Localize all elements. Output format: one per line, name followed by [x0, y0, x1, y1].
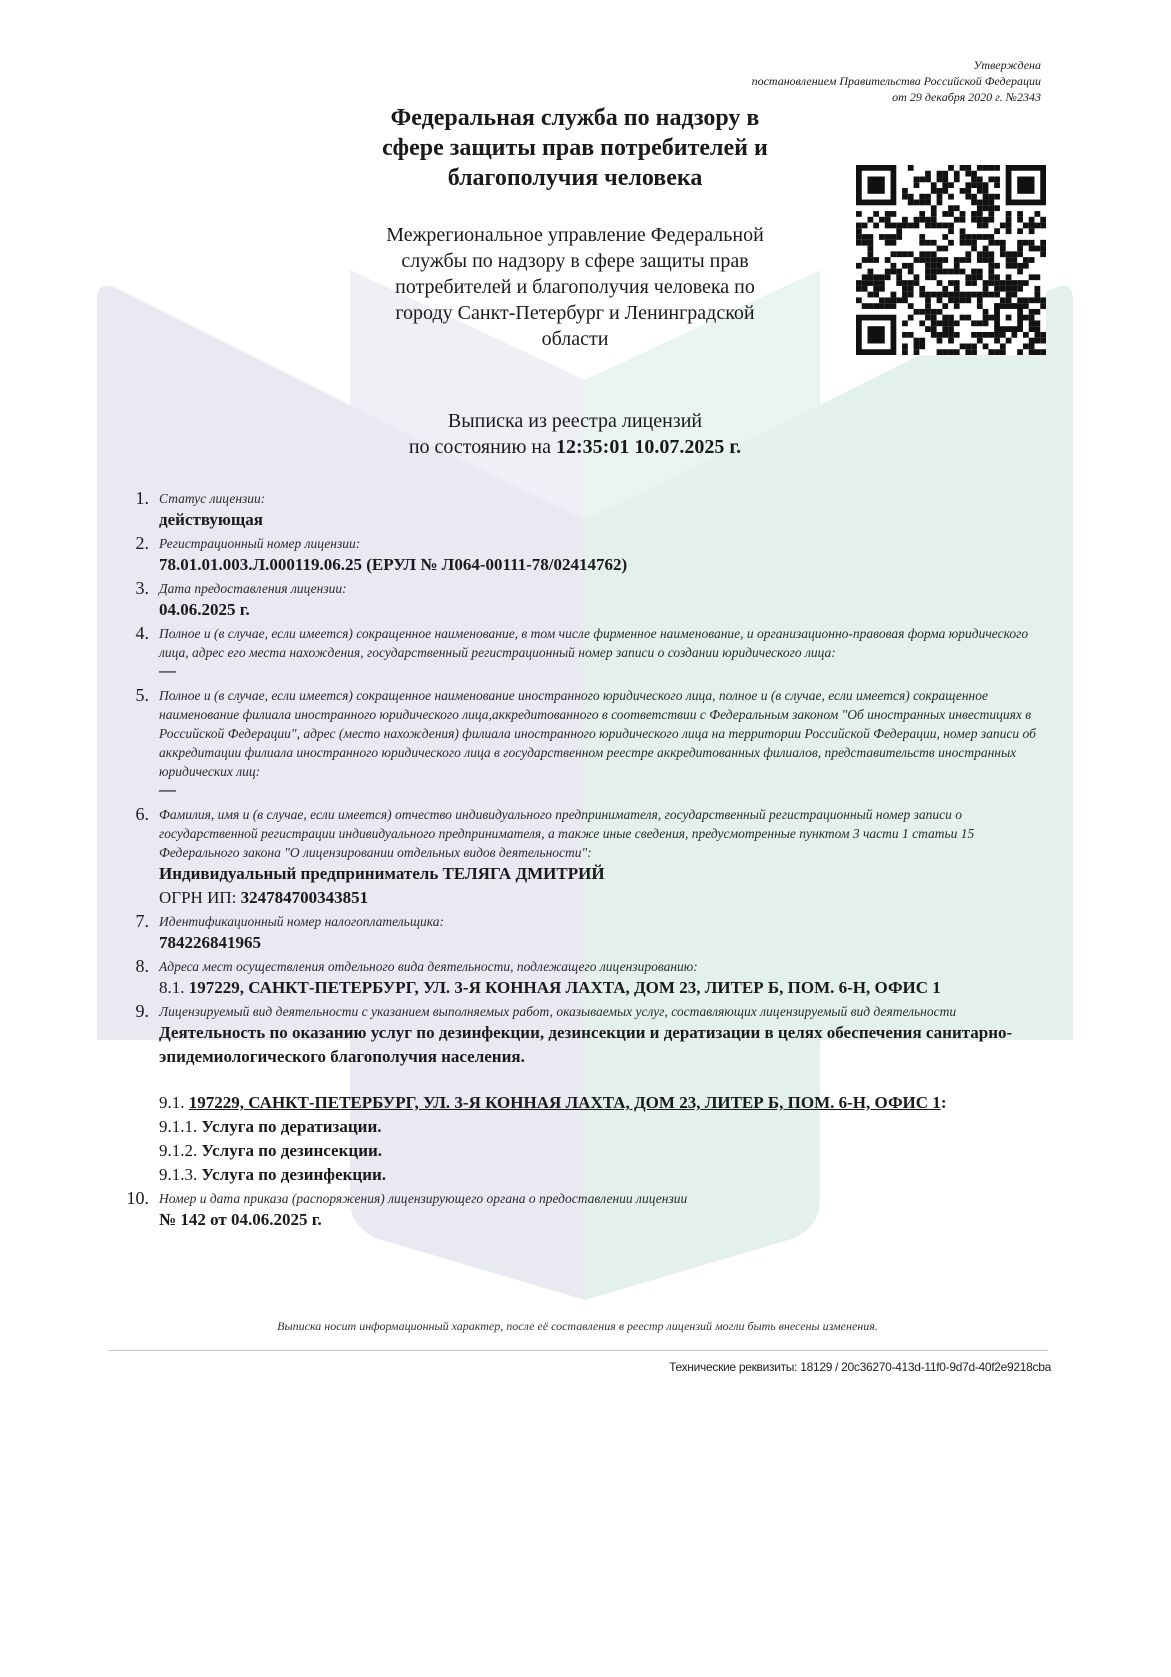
service-line	[159, 1115, 1057, 1139]
item-label: Полное и (в случае, если имеется) сокращенное наименование иностранного юридического лица, полное и (в случае, если имеется) сокращенное наименование филиала иностранного юридического лица,аккредитованного в соответствии с Федеральным законом "Об иностранных инвестициях в Российской Федерации", адрес (место нахождения) филиала иностранного юридического лица на территории Российской Федерации, номер записи об аккредитации филиала иностранного юридического лица в государственном реестре аккредитованных филиалов, представительств иностранных юридических лиц:	[159, 688, 1036, 779]
service-name: Услуга по дератизации.	[201, 1117, 382, 1136]
subagency-line: области	[541, 328, 609, 350]
item-label: Статус лицензии:	[159, 491, 266, 506]
service-name: Услуга по дезинфекции.	[201, 1165, 387, 1184]
item-order	[122, 1187, 1057, 1232]
item-label: Идентификационный номер налогоплательщика:	[159, 914, 444, 929]
item-label: Лицензируемый вид деятельности с указанием выполняемых работ, оказываемых услуг, составляющих лицензируемый вид деятельности	[159, 1004, 957, 1019]
agency-title	[330, 103, 820, 193]
item-registration-number	[122, 532, 1057, 577]
subagency-line: Межрегиональное управление Федеральной	[386, 224, 764, 246]
item-value: действующая	[159, 510, 263, 529]
item-issue-date	[122, 577, 1057, 622]
item-value: Индивидуальный предприниматель ТЕЛЯГА ДМИТРИЙ	[159, 864, 605, 883]
activity-address-suffix: :	[940, 1093, 947, 1112]
subagency-line: службы по надзору в сфере защиты прав	[401, 250, 749, 272]
subagency-title	[360, 222, 790, 352]
item-number: 2.	[135, 533, 149, 553]
disclaimer-note: Выписка носит информационный характер, после её составления в реестр лицензий могли быть внесены изменения.	[277, 1319, 878, 1333]
item-number: 4.	[135, 623, 149, 643]
ogrn-label: ОГРН ИП:	[159, 888, 241, 907]
item-value: 04.06.2025 г.	[159, 600, 250, 619]
service-line	[159, 1163, 1057, 1187]
license-items	[122, 487, 1057, 1232]
item-value: —	[159, 661, 176, 680]
item-number: 6.	[135, 804, 149, 824]
item-value: —	[159, 780, 176, 799]
extract-heading	[330, 408, 820, 460]
service-name: Услуга по дезинсекции.	[201, 1141, 383, 1160]
item-label: Фамилия, имя и (в случае, если имеется) отчество индивидуального предпринимателя, государственный регистрационный номер записи о государственной регистрации индивидуального предпринимателя, а также иные сведения, предусмотренные пунктом 3 части 1 статьи 15 Федерального закона "О лицензировании отдельных видов деятельности":	[159, 807, 975, 860]
address-line	[159, 976, 1057, 1000]
footer-divider	[108, 1350, 1048, 1351]
item-number: 8.	[135, 956, 149, 976]
item-label: Дата предоставления лицензии:	[159, 581, 347, 596]
item-number: 3.	[135, 578, 149, 598]
item-label: Адреса мест осуществления отдельного вида деятельности, подлежащего лицензированию:	[159, 959, 698, 974]
technical-details: Технические реквизиты: 18129 / 20c36270-413d-11f0-9d7d-40f2e9218cba	[669, 1360, 1051, 1374]
extract-title: Выписка из реестра лицензий	[447, 410, 703, 432]
agency-line: Федеральная служба по надзору в	[390, 105, 760, 131]
qr-code	[856, 165, 1046, 355]
item-value: 784226841965	[159, 933, 261, 952]
item-inn	[122, 910, 1057, 955]
item-number: 7.	[135, 911, 149, 931]
service-number: 9.1.2.	[159, 1141, 202, 1160]
subagency-line: потребителей и благополучия человека по	[395, 276, 755, 298]
subagency-line: городу Санкт-Петербург и Ленинградской	[395, 302, 755, 324]
service-number: 9.1.1.	[159, 1117, 202, 1136]
extract-date-line	[330, 434, 820, 460]
item-number: 9.	[135, 1001, 149, 1021]
ogrn-line	[159, 886, 1057, 910]
extract-prefix: по состоянию на	[408, 436, 557, 458]
approval-line: от 29 декабря 2020 г. №2343	[892, 90, 1041, 104]
item-label: Регистрационный номер лицензии:	[159, 536, 361, 551]
item-value: 78.01.01.003.Л.000119.06.25 (ЕРУЛ № Л064-00111-78/02414762)	[159, 555, 628, 574]
address-number: 8.1.	[159, 978, 189, 997]
agency-line: сфере защиты прав потребителей и	[382, 135, 768, 161]
item-legal-entity	[122, 622, 1057, 680]
item-licensed-activity	[122, 1000, 1057, 1187]
service-line	[159, 1139, 1057, 1163]
agency-line: благополучия человека	[447, 165, 703, 191]
activity-address-number: 9.1.	[159, 1093, 189, 1112]
item-activity-addresses	[122, 955, 1057, 1000]
item-number: 1.	[135, 488, 149, 508]
approval-line: Утверждена	[973, 58, 1041, 72]
service-number: 9.1.3.	[159, 1165, 202, 1184]
item-number: 5.	[135, 685, 149, 705]
approval-note	[752, 57, 1041, 105]
item-value: Деятельность по оказанию услуг по дезинфекции, дезинсекции и дератизации в целях обеспечения санитарно-эпидемиологического благополучия населения.	[159, 1023, 1013, 1066]
item-label: Полное и (в случае, если имеется) сокращенное наименование, в том числе фирменное наименование, и организационно-правовая форма юридического лица, адрес его места нахождения, государственный регистрационный номер записи о создании юридического лица:	[159, 626, 1029, 660]
extract-datetime: 12:35:01 10.07.2025 г.	[556, 436, 742, 458]
item-foreign-entity	[122, 684, 1057, 799]
address-value: 197229, САНКТ-ПЕТЕРБУРГ, УЛ. 3-Я КОННАЯ ЛАХТА, ДОМ 23, ЛИТЕР Б, ПОМ. 6-Н, ОФИС 1	[188, 978, 941, 997]
item-license-status	[122, 487, 1057, 532]
item-entrepreneur	[122, 803, 1057, 910]
activity-address-line	[159, 1091, 1057, 1115]
approval-line: постановлением Правительства Российской Федерации	[751, 74, 1041, 88]
activity-address-value: 197229, САНКТ-ПЕТЕРБУРГ, УЛ. 3-Я КОННАЯ ЛАХТА, ДОМ 23, ЛИТЕР Б, ПОМ. 6-Н, ОФИС 1	[188, 1093, 941, 1112]
item-value: № 142 от 04.06.2025 г.	[159, 1210, 322, 1229]
item-label: Номер и дата приказа (распоряжения) лицензирующего органа о предоставлении лицензии	[159, 1191, 688, 1206]
item-number: 10.	[126, 1188, 149, 1208]
ogrn-value: 324784700343851	[240, 888, 369, 907]
